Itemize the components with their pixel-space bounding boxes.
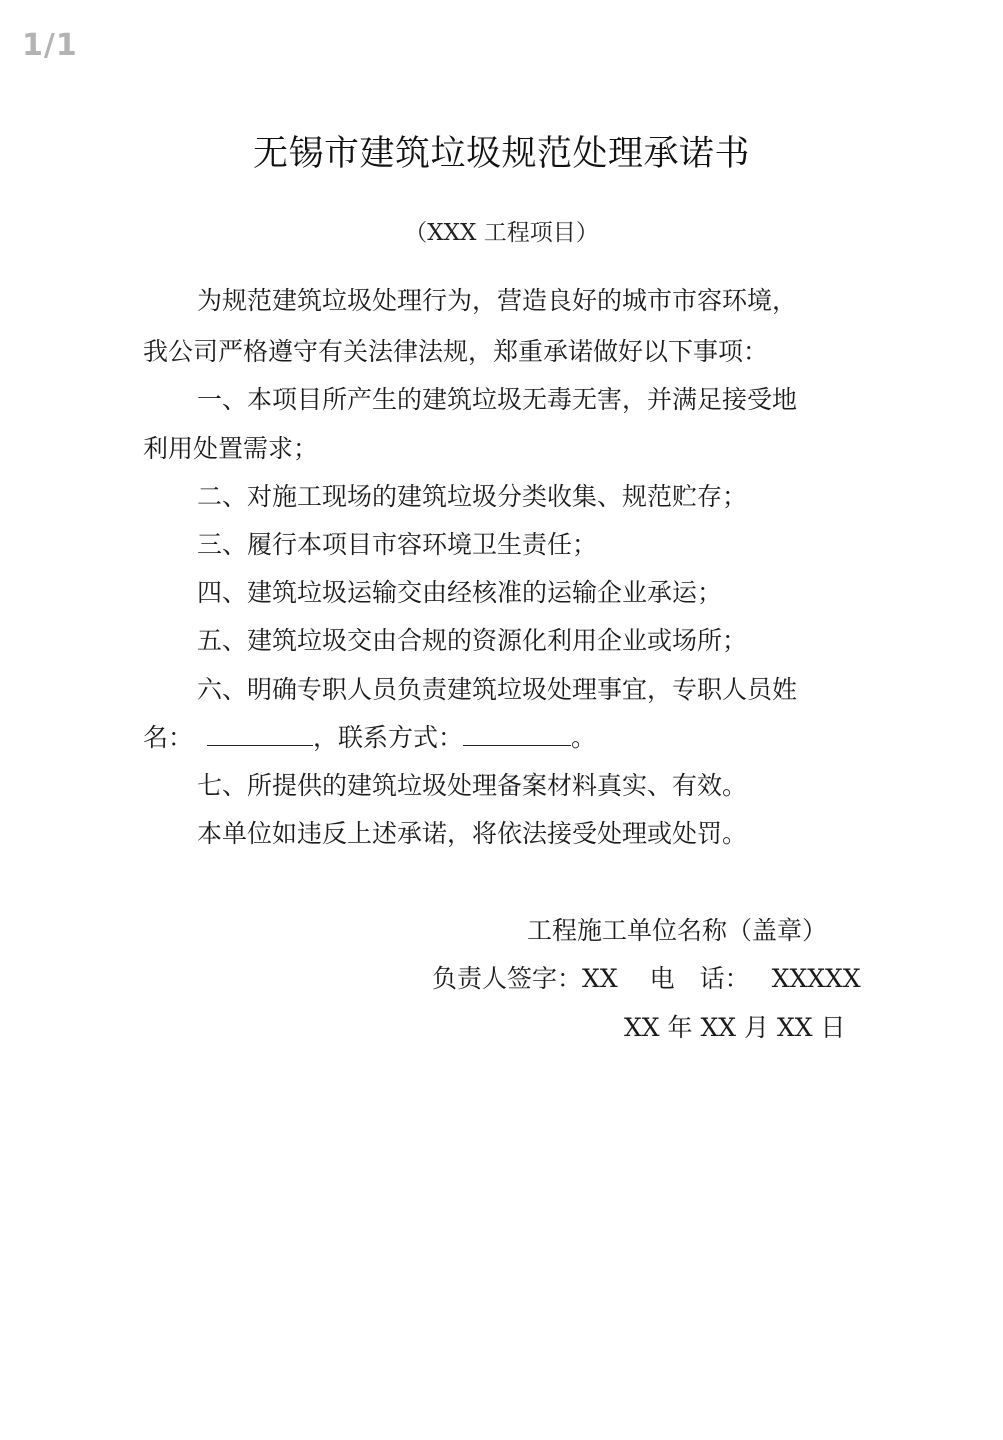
staff-name-blank (207, 723, 313, 746)
item-2: 二、对施工现场的建筑垃圾分类收集、规范贮存； (197, 482, 748, 511)
intro-line-1: 为规范建筑垃圾处理行为，营造良好的城市市容环境， (197, 286, 798, 315)
item-3: 三、履行本项目市容环境卫生责任； (197, 530, 598, 559)
document-title: 无锡市建筑垃圾规范处理承诺书 (252, 134, 750, 174)
phone-label: 电 话： (649, 964, 750, 993)
item-7: 七、所提供的建筑垃圾处理备案材料真实、有效。 (197, 771, 748, 800)
contact-label: ，联系方式： (313, 723, 464, 752)
item-6-line-2 (143, 723, 596, 753)
item-6-line-1: 六、明确专职人员负责建筑垃圾处理事宜，专职人员姓 (197, 675, 798, 704)
closing-statement: 本单位如违反上述承诺，将依法接受处理或处罚。 (197, 819, 748, 848)
signer-value: XX (582, 964, 618, 993)
item-6-end: 。 (571, 723, 597, 752)
signature-signer-row (432, 964, 861, 994)
phone-value: XXXXX (771, 964, 861, 993)
signer-label: 负责人签字： (432, 964, 583, 993)
document-subtitle: （XXX 工程项目） (404, 220, 599, 246)
item-4: 四、建筑垃圾运输交由经核准的运输企业承运； (197, 578, 723, 607)
intro-line-2: 我公司严格遵守有关法律法规，郑重承诺做好以下事项： (143, 337, 769, 366)
signature-date: XX 年 XX 月 XX 日 (624, 1013, 846, 1042)
item-1-line-2: 利用处置需求； (143, 434, 319, 463)
contact-blank (463, 723, 571, 746)
signature-unit-name: 工程施工单位名称（盖章） (527, 916, 828, 945)
page-indicator: 1/1 (22, 28, 78, 63)
item-5: 五、建筑垃圾交由合规的资源化利用企业或场所； (197, 626, 748, 655)
item-1-line-1: 一、本项目所产生的建筑垃圾无毒无害，并满足接受地 (197, 385, 798, 414)
name-label: 名： (143, 723, 194, 752)
